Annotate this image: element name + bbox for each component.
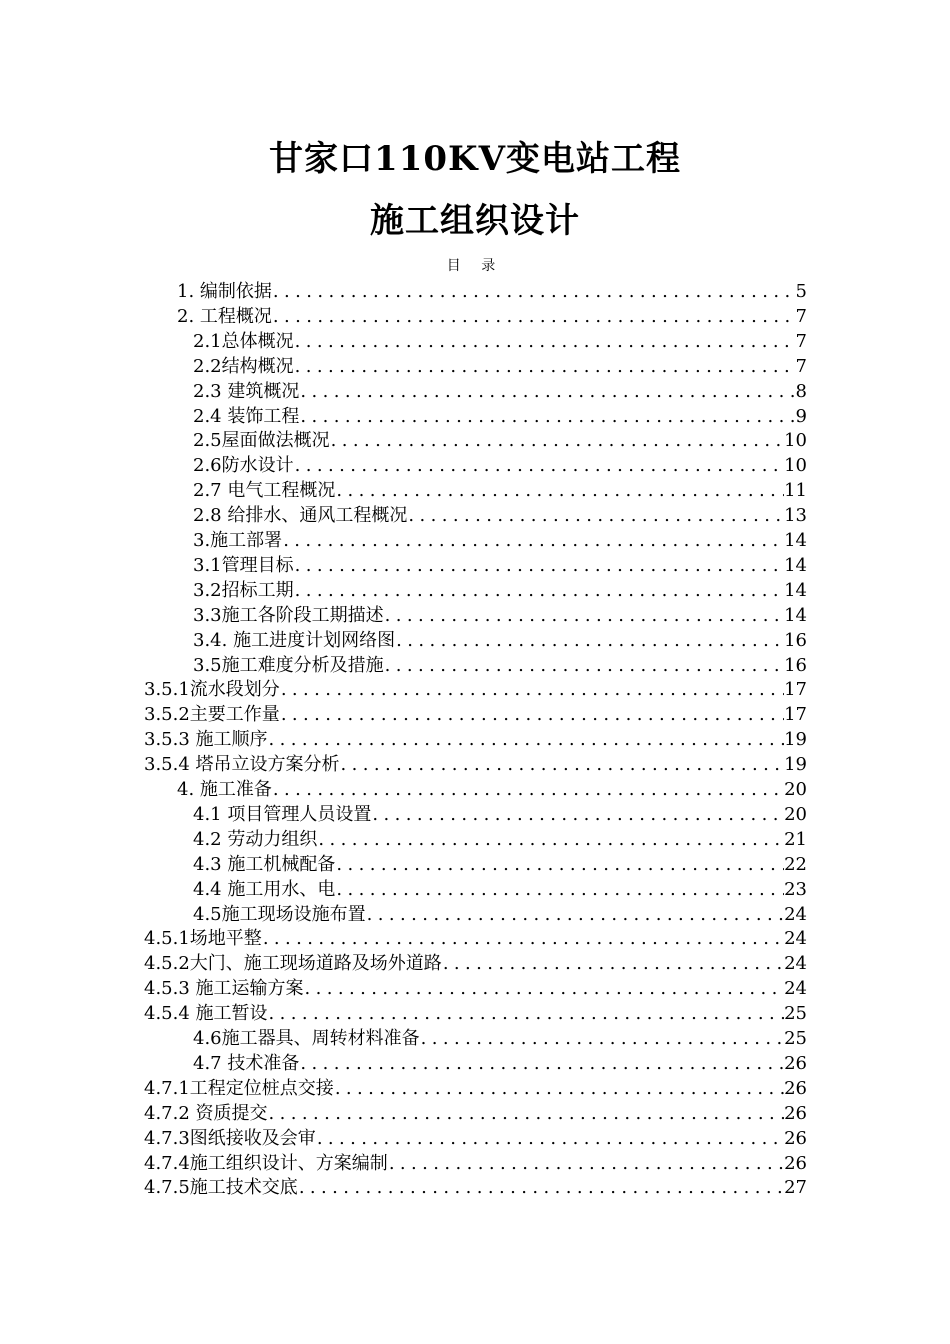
toc-entry-label: 4.5.4 施工暂设 (144, 1003, 268, 1024)
toc-entry[interactable] (144, 1175, 807, 1200)
toc-leader-dots (389, 1151, 784, 1176)
toc-leader-dots (396, 628, 784, 653)
toc-entry[interactable] (193, 528, 807, 553)
toc-leader-dots (336, 852, 784, 877)
toc-entry-page: 21 (784, 829, 807, 850)
toc-entry[interactable] (144, 752, 807, 777)
toc-entry[interactable] (193, 553, 807, 578)
toc-entry-page: 7 (795, 331, 807, 352)
toc-entry[interactable] (193, 428, 807, 453)
toc-entry[interactable] (177, 279, 807, 304)
toc-leader-dots (295, 329, 796, 354)
toc-entry-label: 2.5屋面做法概况 (193, 430, 330, 451)
toc-entry-label: 3.5.1流水段划分 (144, 679, 280, 700)
toc-entry-page: 26 (784, 1128, 807, 1149)
toc-entry-label: 3.4. 施工进度计划网络图 (193, 630, 396, 651)
toc-entry-page: 13 (784, 505, 807, 526)
toc-leader-dots (421, 1026, 784, 1051)
toc-entry[interactable] (193, 329, 807, 354)
toc-entry[interactable] (177, 777, 807, 802)
toc-entry[interactable] (193, 802, 807, 827)
toc-entry-label: 2.7 电气工程概况 (193, 480, 336, 501)
toc-leader-dots (269, 1101, 785, 1126)
toc-entry-label: 4.7.2 资质提交 (144, 1103, 268, 1124)
toc-entry-label: 3.3施工各阶段工期描述 (193, 605, 384, 626)
toc-entry-label: 4.5.2大门、施工现场道路及场外道路 (144, 953, 442, 974)
toc-entry-page: 16 (784, 630, 807, 651)
toc-entry-page: 17 (784, 679, 807, 700)
toc-entry-label: 3.5.3 施工顺序 (144, 729, 268, 750)
toc-entry-label: 2.6防水设计 (193, 455, 294, 476)
toc-entry[interactable] (144, 677, 807, 702)
toc-entry-page: 9 (795, 406, 807, 427)
toc-leader-dots (281, 677, 784, 702)
toc-entry-label: 4.2 劳动力组织 (193, 829, 318, 850)
toc-entry-page: 23 (784, 879, 807, 900)
toc-entry-page: 26 (784, 1103, 807, 1124)
toc-entry-label: 4.5.1场地平整 (144, 928, 262, 949)
document-subtitle: 施工组织设计 (370, 201, 580, 241)
toc-entry-page: 24 (784, 953, 807, 974)
toc-entry-page: 16 (784, 655, 807, 676)
toc-entry-label: 4.7 技术准备 (193, 1053, 300, 1074)
toc-entry-label: 2. 工程概况 (177, 306, 272, 327)
toc-entry[interactable] (193, 453, 807, 478)
toc-entry[interactable] (193, 1051, 807, 1076)
toc-leader-dots (273, 279, 796, 304)
toc-entry[interactable] (193, 827, 807, 852)
toc-entry[interactable] (193, 852, 807, 877)
toc-entry-label: 4.7.1工程定位桩点交接 (144, 1078, 334, 1099)
toc-leader-dots (408, 503, 784, 528)
toc-entry[interactable] (193, 1026, 807, 1051)
toc-leader-dots (300, 404, 795, 429)
toc-entry-page: 25 (784, 1028, 807, 1049)
toc-entry-label: 4.4 施工用水、电 (193, 879, 336, 900)
toc-leader-dots (336, 877, 784, 902)
toc-entry[interactable] (193, 578, 807, 603)
toc-leader-dots (269, 727, 785, 752)
toc-entry-label: 4.7.4施工组织设计、方案编制 (144, 1153, 388, 1174)
toc-entry-label: 4.7.3图纸接收及会审 (144, 1128, 316, 1149)
toc-entry-page: 14 (784, 580, 807, 601)
toc-entry-page: 25 (784, 1003, 807, 1024)
toc-entry-page: 19 (784, 754, 807, 775)
toc-leader-dots (295, 578, 784, 603)
toc-entry-page: 17 (784, 704, 807, 725)
toc-entry-page: 20 (784, 804, 807, 825)
toc-entry-page: 10 (784, 430, 807, 451)
toc-entry-label: 3.5.4 塔吊立设方案分析 (144, 754, 340, 775)
toc-leader-dots (331, 428, 784, 453)
toc-entry-page: 8 (795, 381, 807, 402)
toc-leader-dots (281, 702, 784, 727)
toc-entry[interactable] (193, 902, 807, 927)
toc-entry[interactable] (177, 304, 807, 329)
toc-leader-dots (443, 951, 784, 976)
toc-entry-page: 19 (784, 729, 807, 750)
toc-entry-label: 4.6施工器具、周转材料准备 (193, 1028, 420, 1049)
toc-entry-label: 2.2结构概况 (193, 356, 294, 377)
toc-entry-label: 4.1 项目管理人员设置 (193, 804, 372, 825)
toc-entry[interactable] (144, 1076, 807, 1101)
toc-leader-dots (299, 1175, 784, 1200)
toc-leader-dots (367, 902, 784, 927)
toc-entry[interactable] (193, 653, 807, 678)
toc-leader-dots (295, 553, 784, 578)
toc-leader-dots (300, 1051, 784, 1076)
toc-entry[interactable] (193, 628, 807, 653)
toc-entry[interactable] (144, 951, 807, 976)
toc-entry-page: 7 (795, 356, 807, 377)
toc-entry-page: 5 (795, 281, 807, 302)
toc-entry-page: 14 (784, 530, 807, 551)
toc-leader-dots (335, 1076, 784, 1101)
toc-leader-dots (372, 802, 784, 827)
toc-entry-page: 24 (784, 904, 807, 925)
toc-entry-page: 22 (784, 854, 807, 875)
toc-entry-label: 4. 施工准备 (177, 779, 272, 800)
toc-entry[interactable] (144, 976, 807, 1001)
toc-entry[interactable] (193, 877, 807, 902)
toc-entry-page: 24 (784, 928, 807, 949)
toc-leader-dots (341, 752, 785, 777)
toc-entry-page: 11 (784, 480, 807, 501)
toc-leader-dots (305, 976, 785, 1001)
toc-entry-page: 27 (784, 1177, 807, 1198)
toc-entry[interactable] (144, 1101, 807, 1126)
toc-leader-dots (263, 926, 784, 951)
toc-entry-label: 2.1总体概况 (193, 331, 294, 352)
toc-leader-dots (295, 354, 796, 379)
toc-entry-label: 1. 编制依据 (177, 281, 272, 302)
toc-leader-dots (385, 653, 784, 678)
toc-leader-dots (273, 777, 784, 802)
toc-entry[interactable] (193, 354, 807, 379)
toc-entry-label: 3.1管理目标 (193, 555, 294, 576)
toc-entry-page: 20 (784, 779, 807, 800)
toc-entry[interactable] (144, 926, 807, 951)
toc-entry[interactable] (144, 702, 807, 727)
toc-entry-page: 26 (784, 1053, 807, 1074)
toc-entry[interactable] (144, 1126, 807, 1151)
toc-leader-dots (336, 478, 784, 503)
toc-leader-dots (295, 453, 784, 478)
toc-entry-label: 3.2招标工期 (193, 580, 294, 601)
toc-entry[interactable] (193, 503, 807, 528)
toc-entry-label: 4.3 施工机械配备 (193, 854, 336, 875)
toc-leader-dots (317, 1126, 784, 1151)
toc-entry[interactable] (144, 1151, 807, 1176)
toc-entry[interactable] (193, 603, 807, 628)
toc-entry[interactable] (193, 404, 807, 429)
toc-entry[interactable] (193, 379, 807, 404)
toc-entry-label: 2.4 装饰工程 (193, 406, 300, 427)
toc-entry-page: 7 (795, 306, 807, 327)
toc-entry-page: 26 (784, 1153, 807, 1174)
toc-heading: 目 录 (446, 258, 504, 274)
toc-leader-dots (269, 1001, 785, 1026)
toc-leader-dots (385, 603, 784, 628)
document-title: 甘家口110KV变电站工程 (269, 139, 681, 179)
toc-entry[interactable] (144, 727, 807, 752)
toc-entry-label: 4.7.5施工技术交底 (144, 1177, 298, 1198)
toc-entry[interactable] (144, 1001, 807, 1026)
toc-entry-label: 3.5.2主要工作量 (144, 704, 280, 725)
toc-entry-page: 10 (784, 455, 807, 476)
toc-entry-label: 4.5施工现场设施布置 (193, 904, 366, 925)
toc-entry-label: 3.5施工难度分析及措施 (193, 655, 384, 676)
toc-entry-page: 24 (784, 978, 807, 999)
toc-leader-dots (300, 379, 795, 404)
toc-entry-page: 14 (784, 605, 807, 626)
toc-entry-label: 3.施工部署 (193, 530, 283, 551)
toc-leader-dots (273, 304, 796, 329)
toc-entry-label: 2.8 给排水、通风工程概况 (193, 505, 408, 526)
toc-entry-page: 14 (784, 555, 807, 576)
toc-leader-dots (318, 827, 784, 852)
toc-entry[interactable] (193, 478, 807, 503)
toc-entry-label: 2.3 建筑概况 (193, 381, 300, 402)
toc-entry-label: 4.5.3 施工运输方案 (144, 978, 304, 999)
toc-entry-page: 26 (784, 1078, 807, 1099)
toc-leader-dots (283, 528, 784, 553)
